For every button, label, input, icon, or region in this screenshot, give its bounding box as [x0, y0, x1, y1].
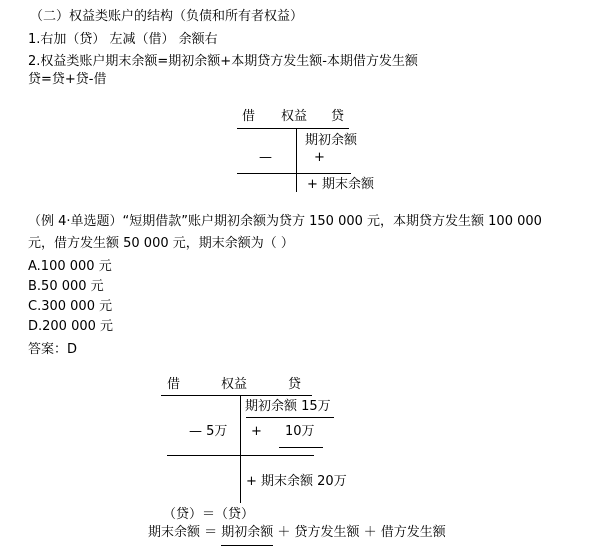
option-b: B.50 000 元	[28, 279, 104, 294]
closing-balance: + 期末余额	[307, 177, 375, 192]
t-top-line	[237, 128, 349, 129]
rule-3: 贷=贷+贷-借	[28, 72, 107, 87]
account-name: 权益	[221, 377, 248, 392]
minus-sign: —	[259, 150, 272, 165]
option-c: C.300 000 元	[28, 299, 113, 314]
credit-label: 贷	[331, 109, 345, 124]
opening-balance: 期初余额 15万	[245, 399, 331, 414]
plus-sign: +	[314, 150, 325, 165]
option-d: D.200 000 元	[28, 319, 114, 334]
balance-side: （贷）＝（贷）	[163, 507, 255, 522]
formula-opening: 期初余额	[221, 525, 273, 546]
credit-entry-underline	[279, 447, 323, 448]
question-line-2: 元，借方发生额 50 000 元，期末余额为（ ）	[28, 236, 294, 251]
option-a: A.100 000 元	[28, 259, 112, 274]
opening-balance: 期初余额	[305, 133, 358, 148]
balance-formula	[148, 525, 446, 541]
question-line-1: （例 4·单选题）“短期借款”账户期初余额为贷方 150 000 元，本期贷方发生额 100 000	[28, 214, 542, 229]
credit-entry: 10万	[285, 424, 315, 439]
debit-entry: — 5万	[189, 424, 228, 439]
t-top-line	[161, 395, 312, 396]
rule-2: 2.权益类账户期末余额=期初余额+本期贷方发生额-本期借方发生额	[28, 54, 418, 69]
rule-1: 1.右加（贷） 左减（借） 余额右	[28, 32, 218, 47]
debit-label: 借	[167, 377, 181, 392]
debit-label: 借	[242, 109, 256, 124]
answer: 答案：D	[28, 342, 78, 357]
account-name: 权益	[281, 109, 308, 124]
t-balance-line	[237, 173, 351, 174]
t-vertical-line	[240, 395, 241, 503]
closing-balance: + 期末余额 20万	[246, 474, 347, 489]
credit-label: 贷	[288, 377, 302, 392]
opening-underline	[246, 417, 334, 418]
t-balance-line	[167, 455, 314, 456]
plus-sign: +	[251, 424, 262, 439]
section-title: （二）权益类账户的结构（负债和所有者权益）	[30, 9, 304, 24]
formula-right: ＋ 贷方发生额 ＋ 借方发生额	[273, 525, 446, 540]
formula-left: 期末余额 ＝	[148, 525, 222, 540]
t-vertical-line	[296, 128, 297, 192]
